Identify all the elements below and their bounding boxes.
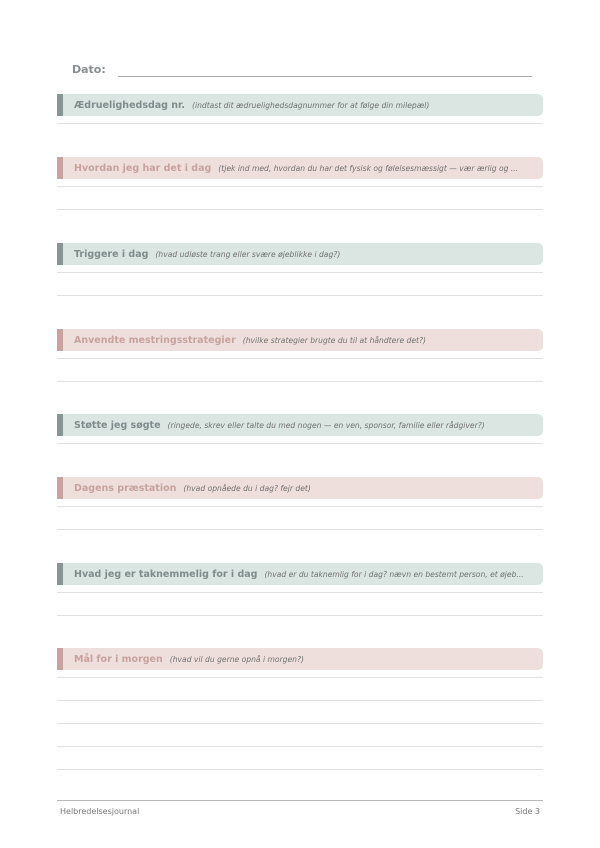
writing-line[interactable] [57,592,543,593]
section-coping-strategies [57,329,543,351]
section-hint: (hvilke strategier brugte du til at håndtere det?) [242,335,426,345]
date-row [72,63,532,79]
section-header [57,477,543,499]
writing-line[interactable] [57,295,543,296]
date-label: Dato: [72,63,106,76]
section-header [57,329,543,351]
writing-line[interactable] [57,615,543,616]
section-title: Dagens præstation [74,482,177,494]
date-input-line[interactable] [118,76,532,77]
writing-line[interactable] [57,700,543,701]
writing-line[interactable] [57,209,543,210]
section-title: Hvad jeg er taknemmelig for i dag [74,568,258,580]
writing-line[interactable] [57,186,543,187]
footer-page-number: Side 3 [515,807,540,816]
section-hint: (hvad udløste trang eller svære øjeblikke i dag?) [155,249,341,259]
section-title: Støtte jeg søgte [74,419,161,431]
section-gratitude [57,563,543,585]
writing-line[interactable] [57,272,543,273]
footer-journal-title: Helbredelsesjournal [60,807,140,816]
section-header [57,243,543,265]
section-title: Hvordan jeg har det i dag [74,162,212,174]
writing-line[interactable] [57,381,543,382]
section-support-sought [57,414,543,436]
section-goals-tomorrow [57,648,543,670]
writing-line[interactable] [57,769,543,770]
section-hint: (ringede, skrev eller talte du med nogen — en ven, sponsor, familie eller rådgiver?) [167,420,485,430]
writing-line[interactable] [57,677,543,678]
section-hint: (indtast dit ædruelighedsdagnummer for at følge din milepæl) [192,100,430,110]
section-hint: (tjek ind med, hvordan du har det fysisk og følelsesmæssigt — vær ærlig og ... [218,163,519,173]
section-header [57,563,543,585]
section-triggers [57,243,543,265]
writing-line[interactable] [57,443,543,444]
section-header [57,414,543,436]
writing-line[interactable] [57,723,543,724]
writing-line[interactable] [57,529,543,530]
section-title: Anvendte mestringsstrategier [74,334,236,346]
section-hint: (hvad vil du gerne opnå i morgen?) [169,654,304,664]
section-header [57,157,543,179]
section-header [57,648,543,670]
writing-line[interactable] [57,746,543,747]
writing-line[interactable] [57,123,543,124]
section-title: Ædruelighedsdag nr. [74,99,185,111]
section-title: Mål for i morgen [74,653,163,665]
section-sobriety-day [57,94,543,116]
writing-line[interactable] [57,506,543,507]
section-header [57,94,543,116]
footer-divider [57,800,543,801]
section-achievement [57,477,543,499]
section-hint: (hvad opnåede du i dag? fejr det) [183,483,311,493]
section-hint: (hvad er du taknemlig for i dag? nævn en bestemt person, et øjeb... [264,569,524,579]
writing-line[interactable] [57,358,543,359]
section-title: Triggere i dag [74,248,149,260]
section-how-i-feel [57,157,543,179]
